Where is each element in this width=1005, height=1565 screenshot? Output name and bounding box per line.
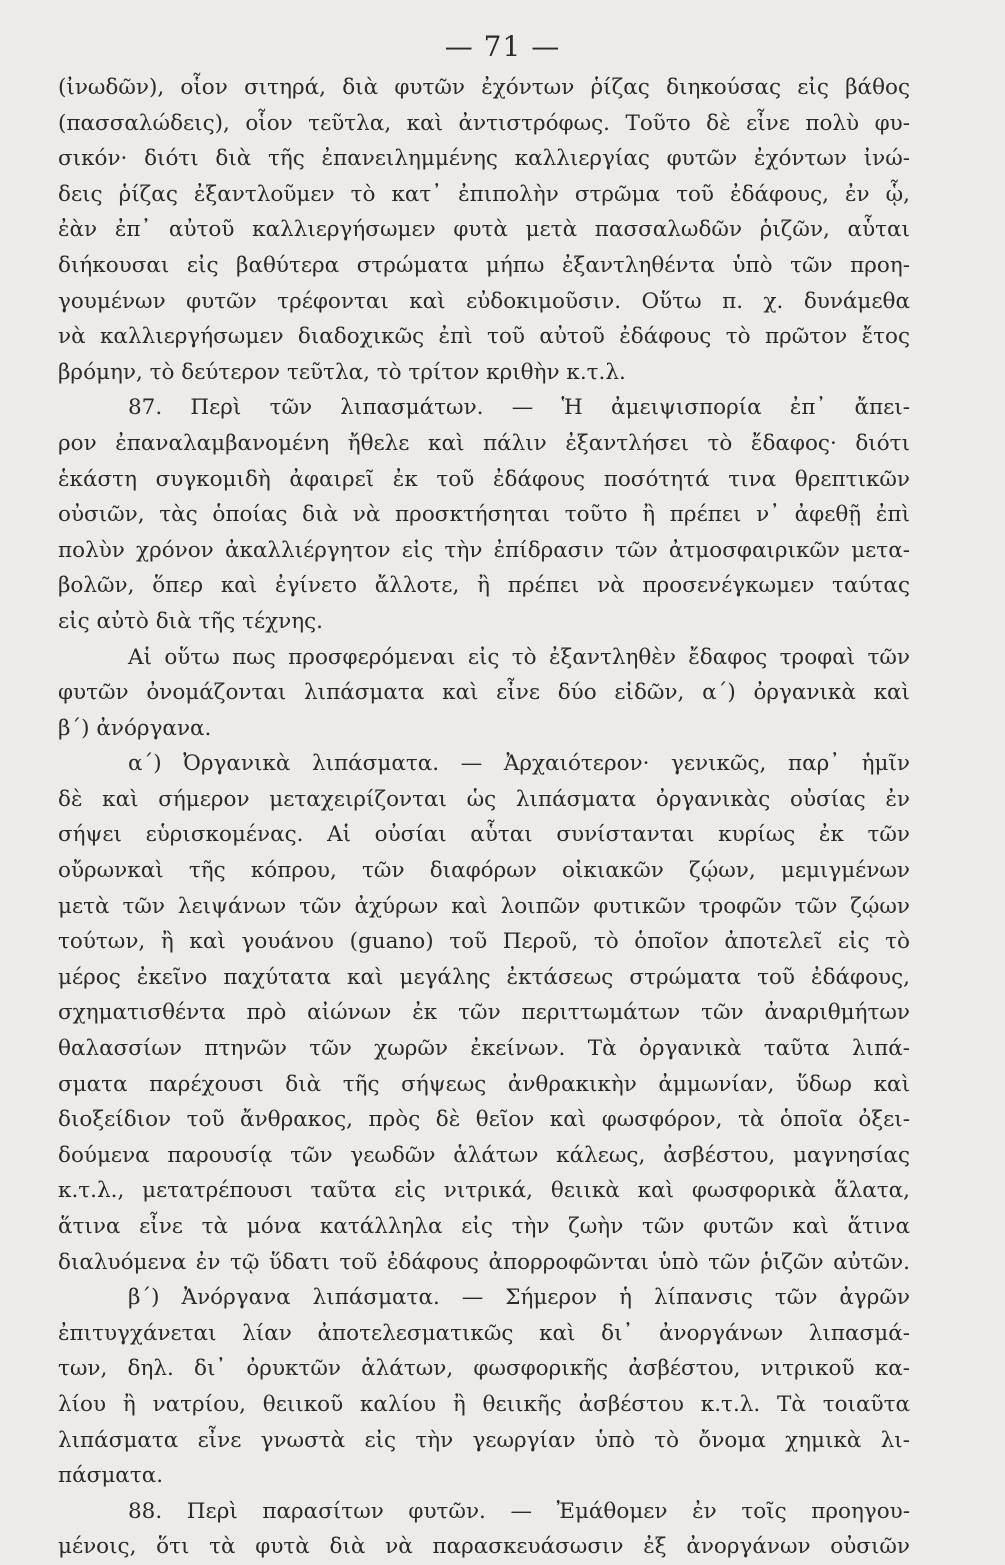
- text-line: διαλυόμενα ἐν τῷ ὕδατι τοῦ ἐδάφους ἀπορροφῶνται ὑπὸ τῶν ῥιζῶν αὐτῶν.: [58, 1249, 910, 1275]
- text-line: 87. Περὶ τῶν λιπασμάτων. — Ἡ ἀμειψισπορία ἐπ᾽ ἄπει-: [128, 395, 910, 421]
- text-line: φυτῶν ὀνομάζονται λιπάσματα καὶ εἶνε δύο εἰδῶν, α´) ὀργανικὰ καὶ: [58, 680, 910, 706]
- text-line: πολὺν χρόνον ἀκαλλιέργητον εἰς τὴν ἐπίδρασιν τῶν ἀτμοσφαιρικῶν μετα-: [58, 537, 910, 563]
- text-line: κ.τ.λ., μετατρέπουσι ταῦτα εἰς νιτρικά, θειικὰ καὶ φωσφορικὰ ἅλατα,: [58, 1178, 910, 1204]
- text-line: μένοις, ὅτι τὰ φυτὰ διὰ νὰ παρασκευάσωσιν ἐξ ἀνοργάνων οὐσιῶν: [58, 1534, 910, 1560]
- text-line: λιπάσματα εἶνε γνωστὰ εἰς τὴν γεωργίαν ὑπὸ τὸ ὄνομα χημικὰ λι-: [58, 1427, 910, 1453]
- text-line: μέρος ἐκεῖνο παχύτατα καὶ μεγάλης ἐκτάσεως στρώματα τοῦ ἐδάφους,: [58, 964, 910, 990]
- text-line: 88. Περὶ παρασίτων φυτῶν. — Ἐμάθομεν ἐν τοῖς προηγου-: [128, 1498, 910, 1524]
- text-line: σήψει εὑρισκομένας. Αἱ οὐσίαι αὗται συνίστανται κυρίως ἐκ τῶν: [58, 822, 910, 848]
- text-line: θαλασσίων πτηνῶν τῶν χωρῶν ἐκείνων. Τὰ ὀργανικὰ ταῦτα λιπά-: [58, 1036, 910, 1062]
- text-line: νὰ καλλιεργήσωμεν διαδοχικῶς ἐπὶ τοῦ αὐτοῦ ἐδάφους τὸ πρῶτον ἔτος: [58, 324, 910, 350]
- text-line: διήκουσαι εἰς βαθύτερα στρώματα μήπω ἐξαντληθέντα ὑπὸ τῶν προη-: [58, 252, 910, 278]
- text-line: εἰς αὐτὸ διὰ τῆς τέχνης.: [58, 608, 323, 634]
- text-line: (πασσαλώδεις), οἷον τεῦτλα, καὶ ἀντιστρόφως. Τοῦτο δὲ εἶνε πολὺ φυ-: [58, 110, 910, 136]
- text-line: ἐὰν ἐπ᾽ αὐτοῦ καλλιεργήσωμεν φυτὰ μετὰ πασσαλωδῶν ῥιζῶν, αὗται: [58, 217, 910, 243]
- text-line: α´) Ὀργανικὰ λιπάσματα. — Ἀρχαιότερον· γενικῶς, παρ᾽ ἡμῖν: [128, 751, 910, 777]
- text-line: οὐσιῶν, τὰς ὁποίας διὰ νὰ προσκτήσηται τοῦτο ἢ πρέπει ν᾽ ἀφεθῇ ἐπὶ: [58, 502, 910, 528]
- text-line: σματα παρέχουσι διὰ τῆς σήψεως ἀνθρακικὴν ἀμμωνίαν, ὕδωρ καὶ: [58, 1071, 910, 1097]
- text-line: γουμένων φυτῶν τρέφονται καὶ εὐδοκιμοῦσιν. Οὕτω π. χ. δυνάμεθα: [58, 288, 910, 314]
- text-line: (ἰνωδῶν), οἷον σιτηρά, διὰ φυτῶν ἐχόντων ῥίζας διηκούσας εἰς βάθος: [58, 75, 910, 100]
- text-line: δούμενα παρουσίᾳ τῶν γεωδῶν ἁλάτων κάλεως, ἀσβέστου, μαγνησίας: [58, 1142, 910, 1168]
- text-line: βολῶν, ὅπερ καὶ ἐγίνετο ἄλλοτε, ἢ πρέπει νὰ προσενέγκωμεν ταύτας: [58, 573, 910, 599]
- text-line: μετὰ τῶν λειψάνων τῶν ἀχύρων καὶ λοιπῶν φυτικῶν τροφῶν τῶν ζῴων: [58, 893, 910, 919]
- text-line: β´) ἀνόργανα.: [58, 715, 212, 741]
- text-line: σχηματισθέντα πρὸ αἰώνων ἐκ τῶν περιττωμάτων τῶν ἀναριθμήτων: [58, 1000, 910, 1026]
- page-body-text: [58, 70, 910, 1565]
- text-line: βρόμην, τὸ δεύτερον τεῦτλα, τὸ τρίτον κριθὴν κ.τ.λ.: [58, 359, 626, 385]
- text-line: β´) Ἀνόργανα λιπάσματα. — Σήμερον ἡ λίπανσις τῶν ἀγρῶν: [128, 1285, 910, 1311]
- text-line: ἑκάστη συγκομιδὴ ἀφαιρεῖ ἐκ τοῦ ἐδάφους ποσότητά τινα θρεπτικῶν: [58, 466, 910, 492]
- text-line: δὲ καὶ σήμερον μεταχειρίζονται ὡς λιπάσματα ὀργανικὰς οὐσίας ἐν: [58, 786, 910, 812]
- text-line: δεις ῥίζας ἐξαντλοῦμεν τὸ κατ᾽ ἐπιπολὴν στρῶμα τοῦ ἐδάφους, ἐν ᾧ,: [58, 181, 910, 207]
- text-line: ἅτινα εἶνε τὰ μόνα κατάλληλα εἰς τὴν ζωὴν τῶν φυτῶν καὶ ἅτινα: [58, 1214, 910, 1239]
- text-line: διοξείδιον τοῦ ἄνθρακος, πρὸς δὲ θεῖον καὶ φωσφόρον, τὰ ὁποῖα ὀξει-: [58, 1107, 910, 1133]
- text-line: Αἱ οὕτω πως προσφερόμεναι εἰς τὸ ἐξαντληθὲν ἔδαφος τροφαὶ τῶν: [128, 644, 910, 670]
- text-line: οὔρωνκαὶ τῆς κόπρου, τῶν διαφόρων οἰκιακῶν ζῴων, μεμιγμένων: [58, 858, 910, 884]
- text-line: λίου ἢ νατρίου, θειικοῦ καλίου ἢ θειικῆς ἀσβέστου κ.τ.λ. Τὰ τοιαῦτα: [58, 1391, 910, 1417]
- text-line: των, δηλ. δι᾽ ὀρυκτῶν ἁλάτων, φωσφορικῆς ἀσβέστου, νιτρικοῦ κα-: [58, 1356, 910, 1382]
- text-line: ἐπιτυγχάνεται λίαν ἀποτελεσματικῶς καὶ δι᾽ ἀνοργάνων λιπασμά-: [58, 1320, 910, 1346]
- text-line: ρον ἐπαναλαμβανομένη ἤθελε καὶ πάλιν ἐξαντλήσει τὸ ἔδαφος· διότι: [58, 430, 910, 456]
- page-number: — 71 —: [444, 30, 561, 63]
- text-line: τούτων, ἢ καὶ γουάνου (guano) τοῦ Περοῦ, τὸ ὁποῖον ἀποτελεῖ εἰς τὸ: [58, 929, 910, 955]
- text-line: σικόν· διότι διὰ τῆς ἐπανειλημμένης καλλιεργίας φυτῶν ἐχόντων ἰνώ-: [58, 146, 910, 172]
- text-line: πάσματα.: [58, 1463, 164, 1489]
